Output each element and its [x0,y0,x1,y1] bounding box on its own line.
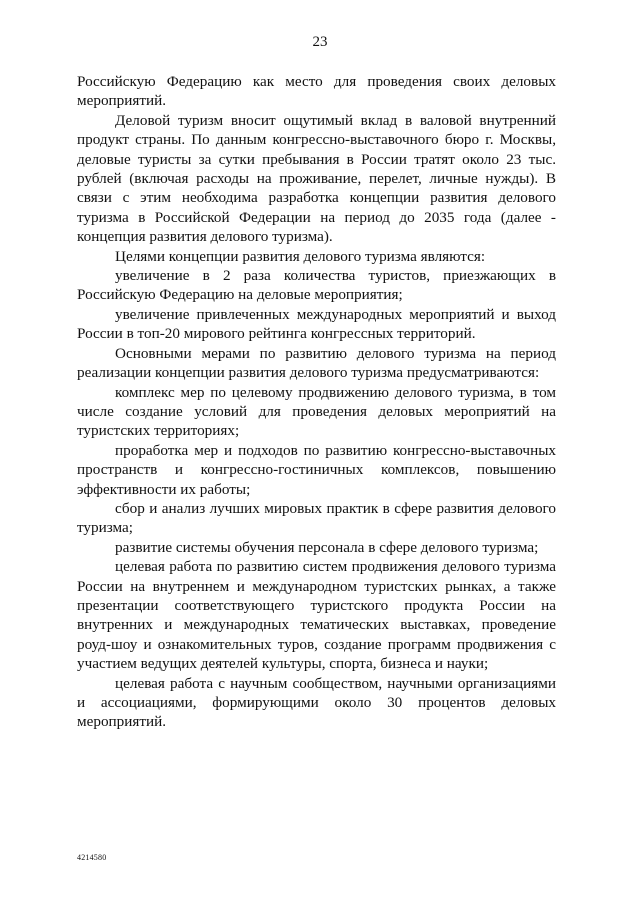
list-item: увеличение привлеченных международных мероприятий и выход России в топ-20 мирового рейтинга конгрессных территорий. [77,305,556,343]
list-item: целевая работа по развитию систем продвижения делового туризма России на внутреннем и международном туристских рынках, а также презентации соответствующего туристского продукта России на внутренних и международных тематических выставках, проведение роуд-шоу и ознакомительных туров, создание программ продвижения с участием ведущих деятелей культуры, спорта, бизнеса и науки; [77,558,556,673]
list-item: комплекс мер по целевому продвижению делового туризма, в том числе создание условий для проведения деловых мероприятий на туристских территориях; [77,383,556,440]
paragraph: Российскую Федерацию как место для проведения своих деловых мероприятий. [77,73,556,110]
list-item: целевая работа с научным сообществом, научными организациями и ассоциациями, формирующими около 30 процентов деловых мероприятий. [77,674,556,731]
list-item: увеличение в 2 раза количества туристов, приезжающих в Российскую Федерацию на деловые мероприятия; [77,267,556,304]
page-number: 23 [312,34,328,50]
list-item: сбор и анализ лучших мировых практик в сфере развития делового туризма; [77,499,556,537]
document-code: 4214580 [77,853,107,862]
list-item: проработка мер и подходов по развитию конгрессно-выставочных пространств и конгрессно-гостиничных комплексов, повышению эффективности их работы; [77,441,556,498]
document-body [77,72,556,732]
list-item: развитие системы обучения персонала в сфере делового туризма; [115,538,539,556]
paragraph: Основными мерами по развитию делового туризма на период реализации концепции развития делового туризма предусматриваются: [77,344,556,382]
paragraph: Деловой туризм вносит ощутимый вклад в валовой внутренний продукт страны. По данным конгрессно-выставочного бюро г. Москвы, деловые туристы за сутки пребывания в России тратят около 23 тыс. рублей (включая расходы на проживание, перелет, личные нужды). В связи с этим необходима разработка концепции развития делового туризма в Российской Федерации на период до 2035 года (далее - концепция развития делового туризма). [77,111,556,246]
paragraph: Целями концепции развития делового туризма являются: [115,247,486,265]
